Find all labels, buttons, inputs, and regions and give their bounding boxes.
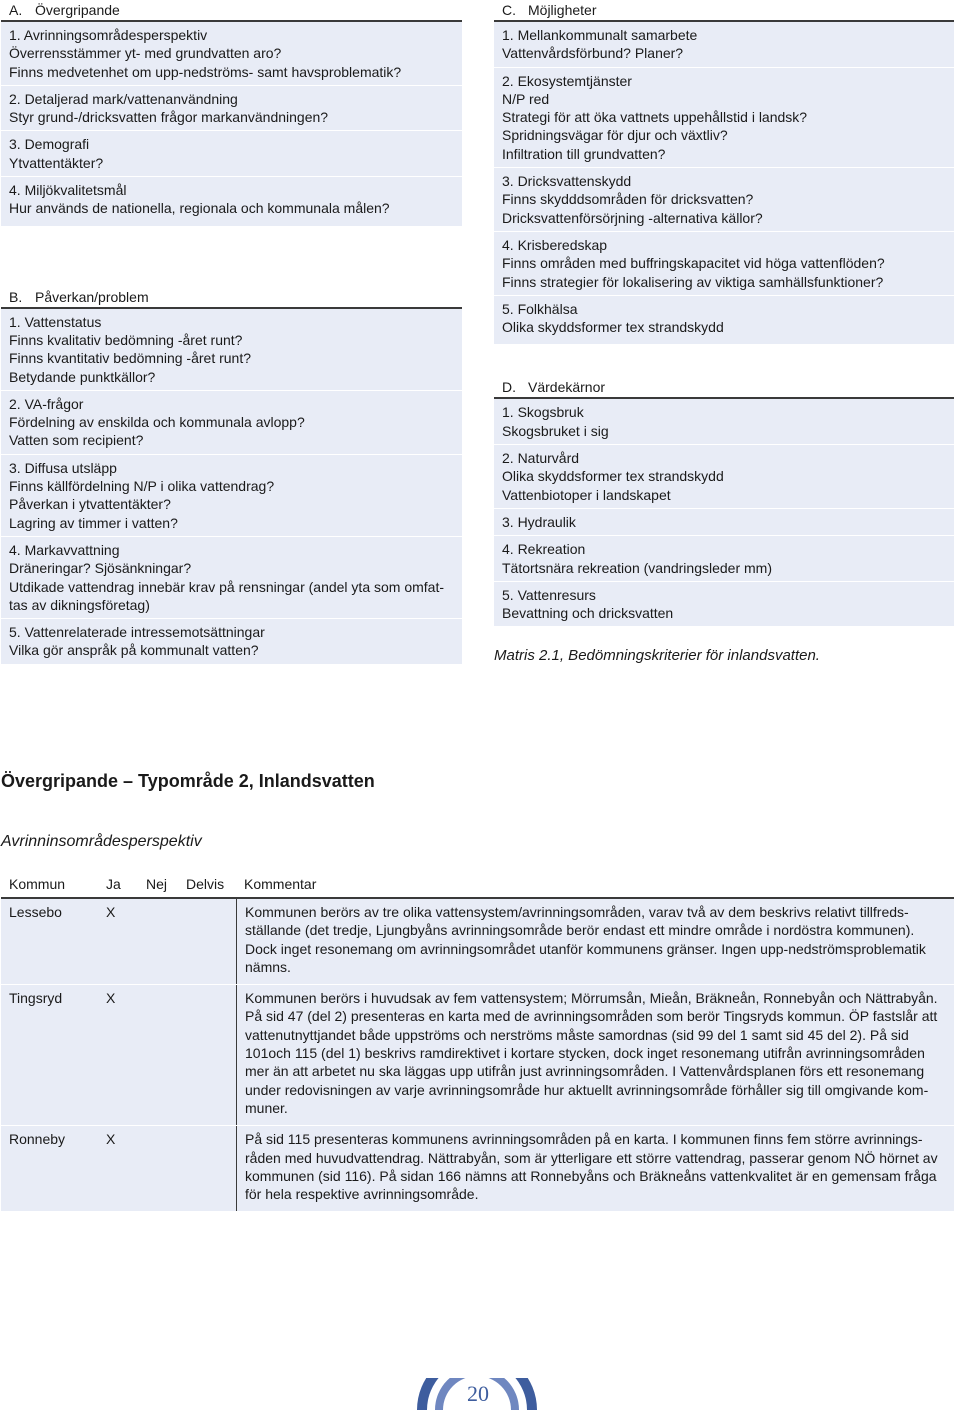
cell-delvis bbox=[178, 1126, 236, 1211]
section-a-block: 3. Demografi Ytvattentäkter? bbox=[1, 131, 462, 177]
cell-kommentar: Kommunen berörs i huvudsak av fem vattensystem; Mörrumsån, Mieån, Bräkneån, Ronnebyån och Nättrabyån. På sid 47 (del 2) presenteras en karta med de avrinningsområden som berör Tingsryds kommun. ÖP fastslår att vattenutnyttjandet både uppströms och nerströms måste samordnas (sid 99 del 1 samt sid 45 del 2). På sid 101och 115 (del 1) beskrivs ramdirektivet i kortare stycken, dock inget resonemang utifrån avrinningsområden mer än att arbetet nu ska läggas upp utifrån just avrinningsområden. I Vattenvårdsplanen förs ett resonemang under redovisningen av varje avrinningsområde hur aktuellt avrinningsområde förhåller sig till omgivande kom-muner. bbox=[236, 985, 954, 1125]
section-c-block: 5. Folkhälsa Olika skyddsformer tex strandskydd bbox=[494, 296, 954, 346]
section-b-block: 5. Vattenrelaterade intressemotsättningar Vilka gör anspråk på kommunalt vatten? bbox=[1, 619, 462, 665]
section-d-block: 2. Naturvård Olika skyddsformer tex strandskydd Vattenbiotoper i landskapet bbox=[494, 445, 954, 509]
header-kommentar: Kommentar bbox=[244, 876, 317, 892]
cell-kommun: Ronneby bbox=[9, 1131, 66, 1148]
section-c-block: 4. Krisberedskap Finns områden med buffringskapacitet vid höga vattenflöden? Finns strategier för lokalisering av viktiga samhällsfunktioner? bbox=[494, 232, 954, 296]
table-row bbox=[1, 985, 954, 1126]
section-a-block: 2. Detaljerad mark/vattenanvändning Styr grund-/dricksvatten frågor markanvändningen? bbox=[1, 86, 462, 132]
header-delvis: Delvis bbox=[186, 876, 225, 892]
header-ja: Ja bbox=[106, 876, 121, 892]
cell-kommun: Lessebo bbox=[9, 904, 62, 920]
cell-delvis bbox=[178, 899, 236, 984]
header-nej: Nej bbox=[146, 876, 168, 892]
section-d-heading: D. Värdekärnor bbox=[494, 377, 954, 399]
cell-nej bbox=[138, 985, 178, 1125]
subtitle: Avrinninsområdesperspektiv bbox=[1, 833, 202, 850]
section-b-block: 1. Vattenstatus Finns kvalitativ bedömning -året runt? Finns kvantitativ bedömning -året runt? Betydande punktkällor? bbox=[1, 309, 462, 391]
cell-nej bbox=[138, 899, 178, 984]
section-b-block: 2. VA-frågor Fördelning av enskilda och kommunala avlopp? Vatten som recipient? bbox=[1, 391, 462, 455]
cell-delvis bbox=[178, 985, 236, 1125]
header-kommun: Kommun bbox=[9, 876, 66, 892]
section-a-heading: A. Övergripande bbox=[1, 0, 462, 22]
section-b-block: 4. Markavvattning Dräneringar? Sjösänkningar? Utdikade vattendrag innebär krav på rensningar (andel yta som omfat- tas av dikningsföretag) bbox=[1, 537, 462, 619]
left-column bbox=[1, 0, 462, 665]
section-d-block: 1. Skogsbruk Skogsbruket i sig bbox=[494, 399, 954, 445]
section-a-block: 4. Miljökvalitetsmål Hur används de nationella, regionala och kommunala målen? bbox=[1, 177, 462, 227]
page-number: 20 bbox=[467, 1381, 489, 1406]
section-c-heading: C. Möjligheter bbox=[494, 0, 954, 22]
section-c-block: 1. Mellankommunalt samarbete Vattenvårdsförbund? Planer? bbox=[494, 22, 954, 68]
matrix-caption: Matris 2.1, Bedömningskriterier för inlandsvatten. bbox=[494, 647, 820, 664]
right-column bbox=[494, 0, 954, 627]
section-d-block: 3. Hydraulik bbox=[494, 509, 954, 536]
cell-ja: X bbox=[106, 990, 116, 1007]
cell-kommun: Tingsryd bbox=[9, 990, 63, 1007]
cell-ja: X bbox=[106, 904, 116, 920]
section-c-block: 3. Dricksvattenskydd Finns skydddsområden för dricksvatten? Dricksvattenförsörjning -alternativa källor? bbox=[494, 168, 954, 232]
section-a-block: 1. Avrinningsområdesperspektiv Överrensstämmer yt- med grundvatten aro? Finns medvetenhet om upp-nedströms- samt havsproblematik? bbox=[1, 22, 462, 86]
table-header-row bbox=[1, 872, 954, 899]
section-c-block: 2. Ekosystemtjänster N/P red Strategi för att öka vattnets uppehållstid i landsk? Spridningsvägar för djur och växtliv? Infiltration till grundvatten? bbox=[494, 68, 954, 168]
cell-nej bbox=[138, 1126, 178, 1211]
assessment-table bbox=[1, 872, 954, 1212]
section-d-block: 5. Vattenresurs Bevattning och dricksvatten bbox=[494, 582, 954, 628]
page-title: Övergripande – Typområde 2, Inlandsvatten bbox=[1, 771, 375, 791]
section-b-heading: B. Påverkan/problem bbox=[1, 287, 462, 309]
section-d-block: 4. Rekreation Tätortsnära rekreation (vandringsleder mm) bbox=[494, 536, 954, 582]
cell-ja: X bbox=[106, 1131, 116, 1148]
section-b-block: 3. Diffusa utsläpp Finns källfördelning N/P i olika vattendrag? Påverkan i ytvattentäkter? Lagring av timmer i vatten? bbox=[1, 455, 462, 537]
cell-kommentar: Kommunen berörs av tre olika vattensystem/avrinningsområden, varav två av dem beskrivs relativt tillfreds-ställande (det tredje, Ljungbyåns avrinningsområde berör endast ett mindre område i nordöstra kommunen). Dock inget resonemang om avrinningsområdet utanför kommunens gränser. Ingen upp-nedströmsproblematik nämns. bbox=[236, 899, 954, 984]
table-row bbox=[1, 899, 954, 985]
cell-kommentar: På sid 115 presenteras kommunens avrinningsområden på en karta. I kommunen finns fem större avrinnings-råden med huvudvattendrag. Nättrabyån, som är ytterligare ett större vattendrag, passerar genom NÖ hörnet av kommunen (sid 116). På sidan 166 nämns att Ronnebyåns och Bräkneåns vattenkvalitet är en gemensam fråga för hela respektive avrinningsområde. bbox=[236, 1126, 954, 1211]
table-row bbox=[1, 1126, 954, 1212]
